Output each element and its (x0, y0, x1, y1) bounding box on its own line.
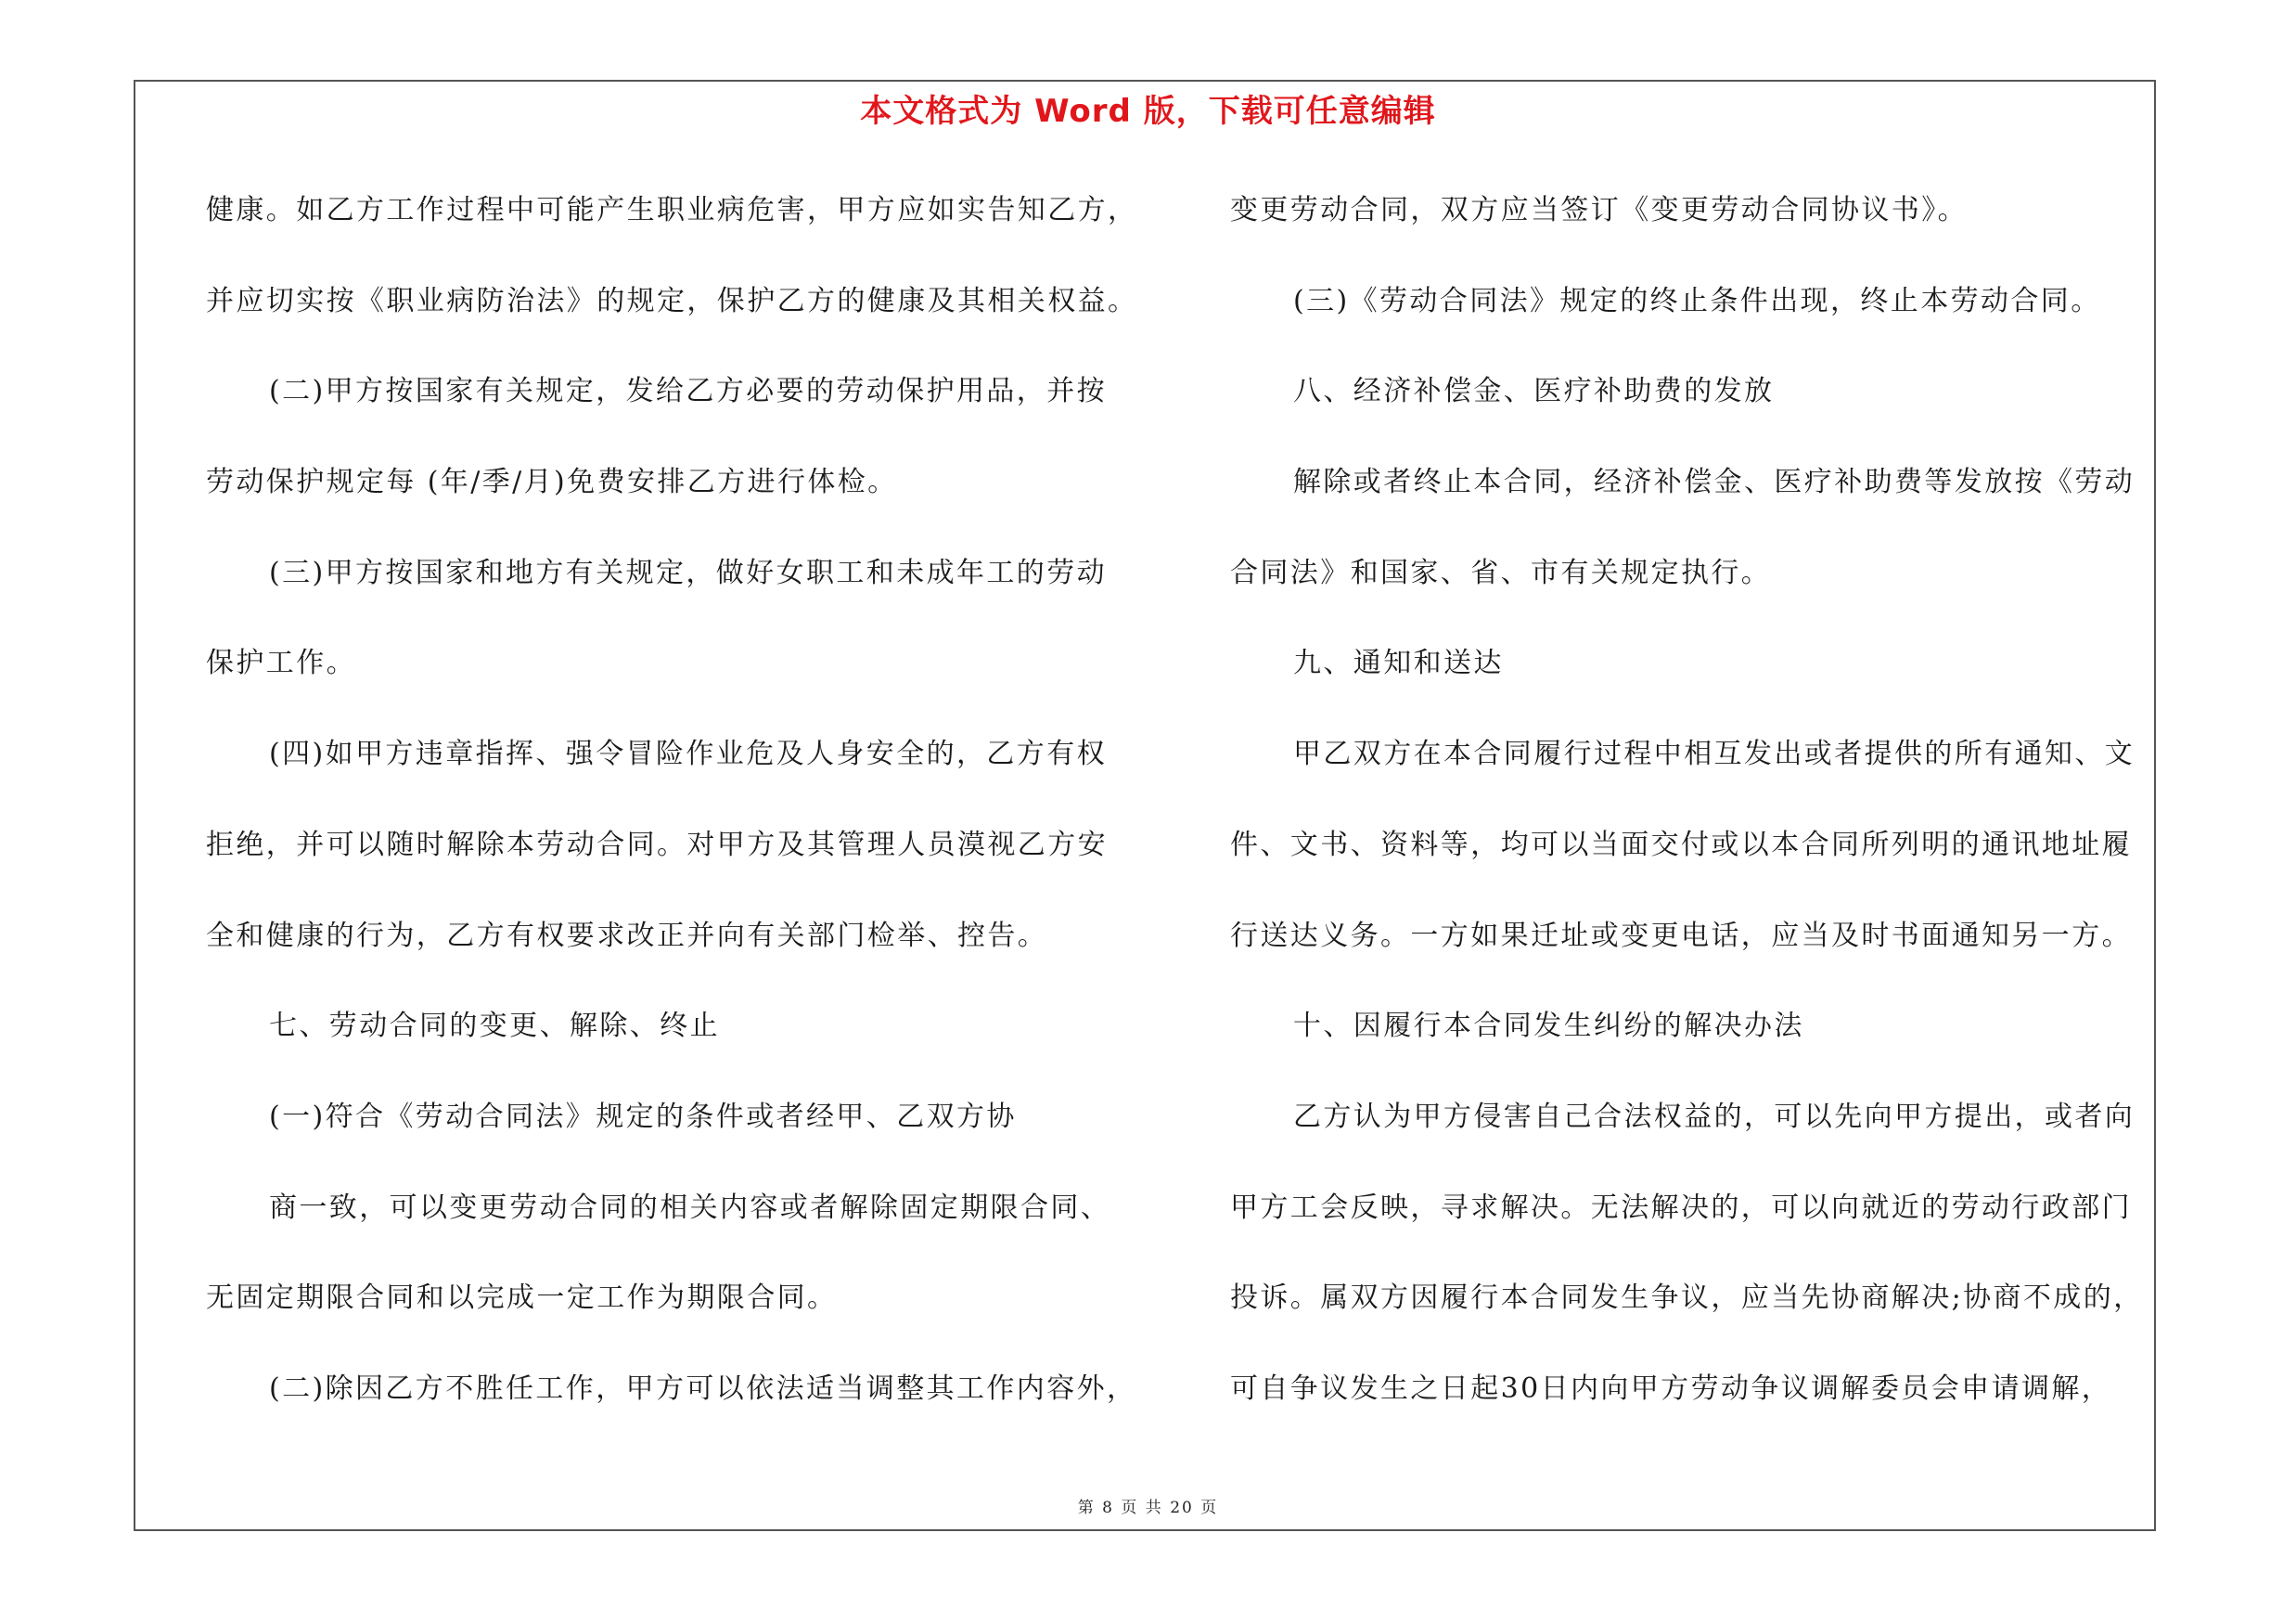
left-text-line: (三)甲方按国家和地方有关规定，做好女职工和未成年工的劳动 (269, 556, 1108, 589)
right-text-line: 件、文书、资料等，均可以当面交付或以本合同所列明的通讯地址履 (1230, 828, 2132, 861)
right-text-line: 甲方工会反映，寻求解决。无法解决的，可以向就近的劳动行政部门 (1230, 1191, 2132, 1224)
left-text-line: (二)甲方按国家有关规定，发给乙方必要的劳动保护用品，并按 (269, 375, 1108, 408)
right-text-line: 投诉。属双方因履行本合同发生争议，应当先协商解决;协商不成的， (1230, 1282, 2144, 1315)
right-text-line: 变更劳动合同，双方应当签订《变更劳动合同协议书》。 (1230, 194, 1968, 226)
format-banner: 本文格式为 Word 版，下载可任意编辑 (860, 93, 1436, 130)
right-text-line: 可自争议发生之日起30日内向甲方劳动争议调解委员会申请调解， (1230, 1372, 2112, 1405)
left-text-line: 商一致，可以变更劳动合同的相关内容或者解除固定期限合同、 (269, 1191, 1111, 1224)
right-text-line: (三)《劳动合同法》规定的终止条件出现，终止本劳动合同。 (1293, 284, 2101, 317)
right-text-line: 九、通知和送达 (1293, 647, 1504, 680)
right-text-line: 八、经济补偿金、医疗补助费的发放 (1293, 375, 1775, 408)
left-column (206, 183, 1161, 1452)
left-text-line: 全和健康的行为，乙方有权要求改正并向有关部门检举、控告。 (206, 919, 1048, 952)
left-text-line: 七、劳动合同的变更、解除、终止 (269, 1010, 720, 1043)
page-number-footer: 第 8 页 共 20 页 (1077, 1499, 1219, 1517)
left-text-line: (四)如甲方违章指挥、强令冒险作业危及人身安全的，乙方有权 (269, 738, 1108, 771)
right-column (1230, 183, 2195, 1452)
right-text-line: 甲乙双方在本合同履行过程中相互发出或者提供的所有通知、文 (1293, 738, 2136, 771)
right-text-line: 行送达义务。一方如果迁址或变更电话，应当及时书面通知另一方。 (1230, 919, 2132, 952)
left-text-line: 保护工作。 (206, 647, 356, 680)
left-text-line: 并应切实按《职业病防治法》的规定，保护乙方的健康及其相关权益。 (206, 284, 1138, 317)
right-text-line: 合同法》和国家、省、市有关规定执行。 (1230, 556, 1772, 589)
left-text-line: 拒绝，并可以随时解除本劳动合同。对甲方及其管理人员漠视乙方安 (206, 828, 1108, 861)
left-text-line: 劳动保护规定每 (年/季/月)免费安排乙方进行体检。 (206, 466, 898, 499)
right-text-line: 解除或者终止本合同，经济补偿金、医疗补助费等发放按《劳动 (1293, 466, 2136, 499)
left-text-line: (一)符合《劳动合同法》规定的条件或者经甲、乙双方协 (269, 1100, 1017, 1133)
left-text-line: 健康。如乙方工作过程中可能产生职业病危害，甲方应如实告知乙方， (206, 194, 1138, 226)
right-text-line: 十、因履行本合同发生纠纷的解决办法 (1293, 1010, 1804, 1043)
left-text-line: (二)除因乙方不胜任工作，甲方可以依法适当调整其工作内容外， (269, 1372, 1137, 1405)
left-text-line: 无固定期限合同和以完成一定工作为期限合同。 (206, 1282, 838, 1315)
right-text-line: 乙方认为甲方侵害自己合法权益的，可以先向甲方提出，或者向 (1293, 1100, 2136, 1133)
